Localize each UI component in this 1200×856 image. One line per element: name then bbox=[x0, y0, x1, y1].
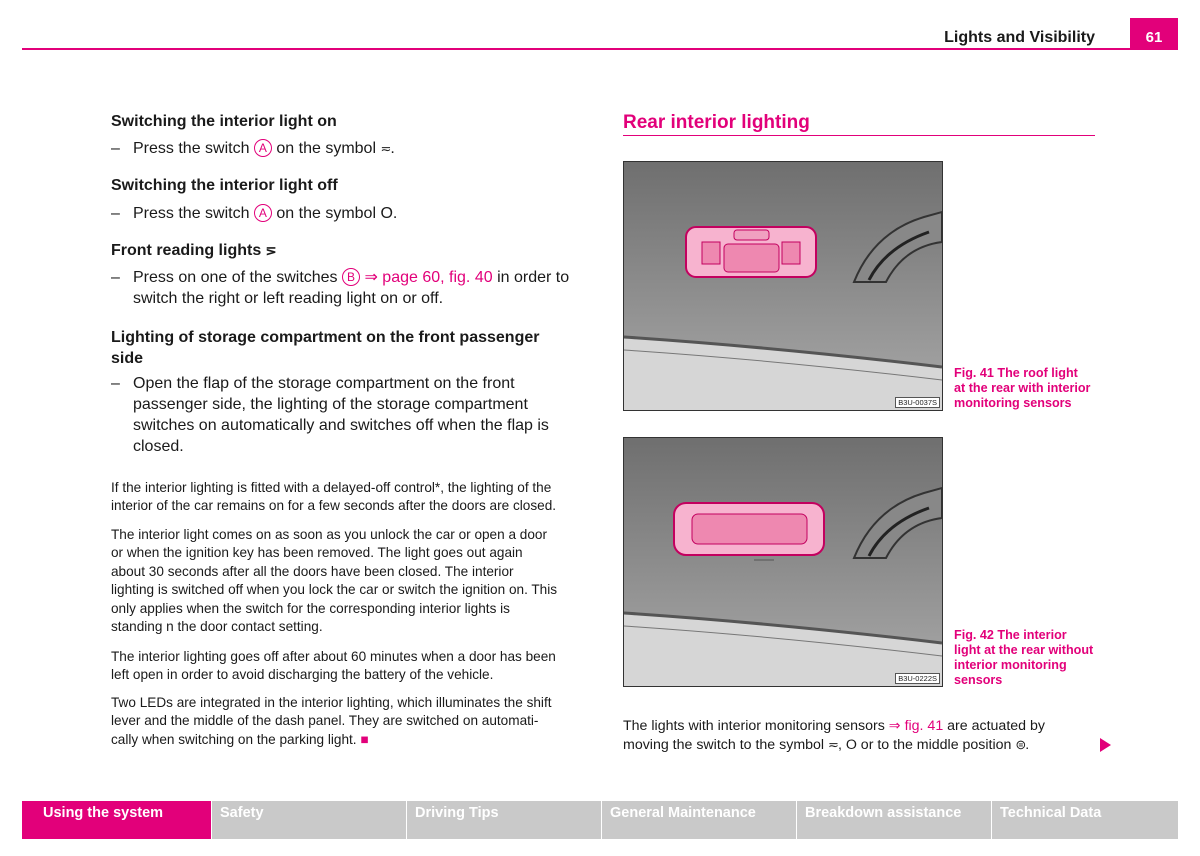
figure-41-link[interactable]: ⇒ fig. 41 bbox=[888, 718, 944, 734]
figure-42-code: B3U-0222S bbox=[895, 673, 940, 684]
section-rule bbox=[623, 135, 1095, 136]
interior-light-symbol-icon: ≂ bbox=[380, 141, 391, 156]
end-square-icon: ■ bbox=[360, 731, 369, 747]
running-header-title: Lights and Visibility bbox=[944, 29, 1095, 46]
tab-technical-data[interactable]: Technical Data bbox=[992, 801, 1178, 839]
tab-safety[interactable]: Safety bbox=[212, 801, 406, 839]
switch-a-callout: A bbox=[254, 204, 272, 222]
page-reference-link[interactable]: ⇒ page 60, fig. 40 bbox=[364, 269, 493, 286]
figure-42-image bbox=[623, 437, 943, 687]
heading-light-off: Switching the interior light off bbox=[111, 177, 338, 194]
step-light-on: – Press the switch A on the symbol ≂. bbox=[111, 140, 395, 157]
paragraph-interior-light-behaviour: The interior light comes on as soon as you unlock the car or open a door or when the ignition key has been removed. The light goes out again about 30 seconds after all the doors have been closed. The interior lighting is switched off when you lock the car or switch the ignition on. This only applies when the switch for the corresponding interior lights is standing n the door contact setting. bbox=[111, 527, 558, 635]
page-number: 61 bbox=[1130, 18, 1178, 50]
tab-breakdown-assistance[interactable]: Breakdown assistance bbox=[797, 801, 991, 839]
middle-position-symbol-icon: ⊜ bbox=[1015, 736, 1026, 752]
switch-b-callout: B bbox=[342, 268, 360, 286]
step-light-off: – Press the switch A on the symbol O. bbox=[111, 205, 398, 222]
paragraph-delayed-off: If the interior lighting is fitted with a delayed-off control*, the lighting of the interior of the car remains on for a few seconds after the doors are closed. bbox=[111, 480, 557, 514]
reading-light-symbol-icon: ⋝ bbox=[265, 243, 276, 258]
heading-light-on: Switching the interior light on bbox=[111, 113, 337, 130]
step-reading-lights: – Press on one of the switches B ⇒ page 60, fig. 40 in order to switch the right or left reading light on or off. bbox=[111, 269, 570, 307]
figure-41-image bbox=[623, 161, 943, 411]
interior-light-symbol-icon: ≂ bbox=[828, 736, 838, 752]
tab-using-the-system[interactable]: Using the system bbox=[22, 801, 211, 839]
roof-light-with-sensors-illustration bbox=[624, 162, 942, 410]
figure-41-code: B3U-0037S bbox=[895, 397, 940, 408]
figure-41-caption: Fig. 41 The roof light at the rear with interior monitoring sensors bbox=[954, 366, 1091, 410]
switch-a-callout: A bbox=[254, 139, 272, 157]
section-title: Rear interior lighting bbox=[623, 112, 810, 133]
continue-arrow-icon bbox=[1100, 738, 1111, 752]
paragraph-60-minutes: The interior lighting goes off after about 60 minutes when a door has been left open in order to avoid discharging the battery of the vehicle. bbox=[111, 649, 556, 683]
dash: – bbox=[111, 140, 120, 157]
paragraph-leds: Two LEDs are integrated in the interior lighting, which illuminates the shift lever and the middle of the dash panel. They are switched on automati- cally when switching on the parking light. ■ bbox=[111, 695, 552, 747]
interior-light-without-sensors-illustration bbox=[624, 438, 942, 686]
header-rule bbox=[22, 48, 1178, 50]
rear-lighting-body-text: The lights with interior monitoring sensors ⇒ fig. 41 are actuated by moving the switch to the symbol ≂, O or to the middle position ⊜. bbox=[623, 718, 1045, 753]
heading-reading-lights: Front reading lights ⋝ bbox=[111, 242, 276, 259]
figure-42-caption: Fig. 42 The interior light at the rear without interior monitoring sensors bbox=[954, 628, 1094, 687]
heading-storage-compartment: Lighting of storage compartment on the front passenger side bbox=[111, 329, 540, 367]
tab-driving-tips[interactable]: Driving Tips bbox=[407, 801, 601, 839]
tab-general-maintenance[interactable]: General Maintenance bbox=[602, 801, 796, 839]
step-storage-compartment: – Open the flap of the storage compartment on the front passenger side, the lighting of the storage compartment switches on automatically and switches off when the flap is closed. bbox=[111, 375, 549, 455]
